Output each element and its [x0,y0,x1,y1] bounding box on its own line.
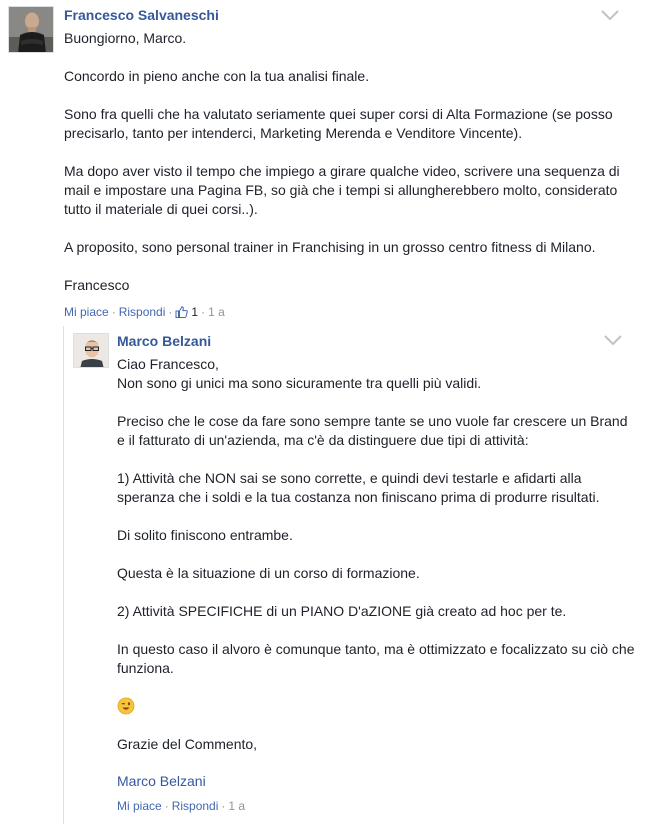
comment-author[interactable]: Francesco Salvaneschi [64,7,219,23]
comment-text-paragraph: Concordo in pieno anche con la tua analisi finale. [64,68,370,84]
wink-emoji-icon [117,697,135,715]
like-count[interactable]: 1 [191,305,199,319]
comment-text-paragraph: Ma dopo aver visto il tempo che impiego a girare qualche video, scrivere una sequenza di mail e impostare una Pagina FB, so già che i tempi si allungherebbero molto, considerato tutto il materiale di quei corsi..). [64,163,620,217]
comment-text-paragraph: In questo caso il alvoro è comunque tanto, ma è ottimizzato e focalizzato su ciò che funziona. [117,641,635,676]
comment-text-paragraph: Questa è la situazione di un corso di formazione. [117,565,420,581]
comment-author[interactable]: Marco Belzani [117,333,212,349]
comment-text-paragraph: 2) Attività SPECIFICHE di un PIANO D'aZIONE già creato ad hoc per te. [117,603,567,619]
comment-text-paragraph: Sono fra quelli che ha valutato seriamente quei super corsi di Alta Formazione (se posso precisarlo, tanto per intenderci, Marketing Merenda e Venditore Vincente). [64,106,613,141]
reply-thread-line [63,326,64,824]
comment-signature: Francesco [64,277,130,293]
comment-actions: Mi piace · Rispondi · 1 a [117,799,246,813]
chevron-down-icon[interactable] [600,8,620,22]
comment-closing: Grazie del Commento, [117,736,258,752]
chevron-down-icon[interactable] [603,333,623,347]
comment-text-paragraph: Non sono gi unici ma sono sicuramente tra quelli più validi. [117,375,482,391]
comment-text-paragraph: Buongiorno, Marco. [64,30,187,46]
avatar-photo-icon [74,334,109,368]
comment-timestamp[interactable]: 1 a [208,305,225,319]
comment-text-paragraph: Di solito finiscono entrambe. [117,527,293,543]
avatar[interactable] [8,6,54,53]
comment-text-paragraph: Ciao Francesco, [117,356,219,372]
avatar-photo-icon [9,7,54,53]
thumbs-up-icon[interactable] [175,306,188,318]
avatar[interactable] [73,333,109,368]
signature-link[interactable]: Marco Belzani [117,773,206,789]
reply-button[interactable]: Rispondi [118,305,166,319]
comment-text-paragraph: 1) Attività che NON sai se sono corrette, e quindi devi testarle e afidarti alla speranza che i soldi e la tua costanza non finiscano prima di produrre risultati. [117,470,600,505]
like-button[interactable]: Mi piace [117,799,162,813]
reply-button[interactable]: Rispondi [171,799,219,813]
comment-actions: Mi piace · Rispondi · 1 · 1 a [64,305,225,319]
comment-text-paragraph: A proposito, sono personal trainer in Franchising in un grosso centro fitness di Milano. [64,239,596,255]
comment-text-paragraph: Preciso che le cose da fare sono sempre tante se uno vuole far crescere un Brand e il fatturato di un'azienda, ma c'è da distinguere due tipi di attività: [117,413,628,448]
like-button[interactable]: Mi piace [64,305,109,319]
comment-timestamp[interactable]: 1 a [228,799,246,813]
